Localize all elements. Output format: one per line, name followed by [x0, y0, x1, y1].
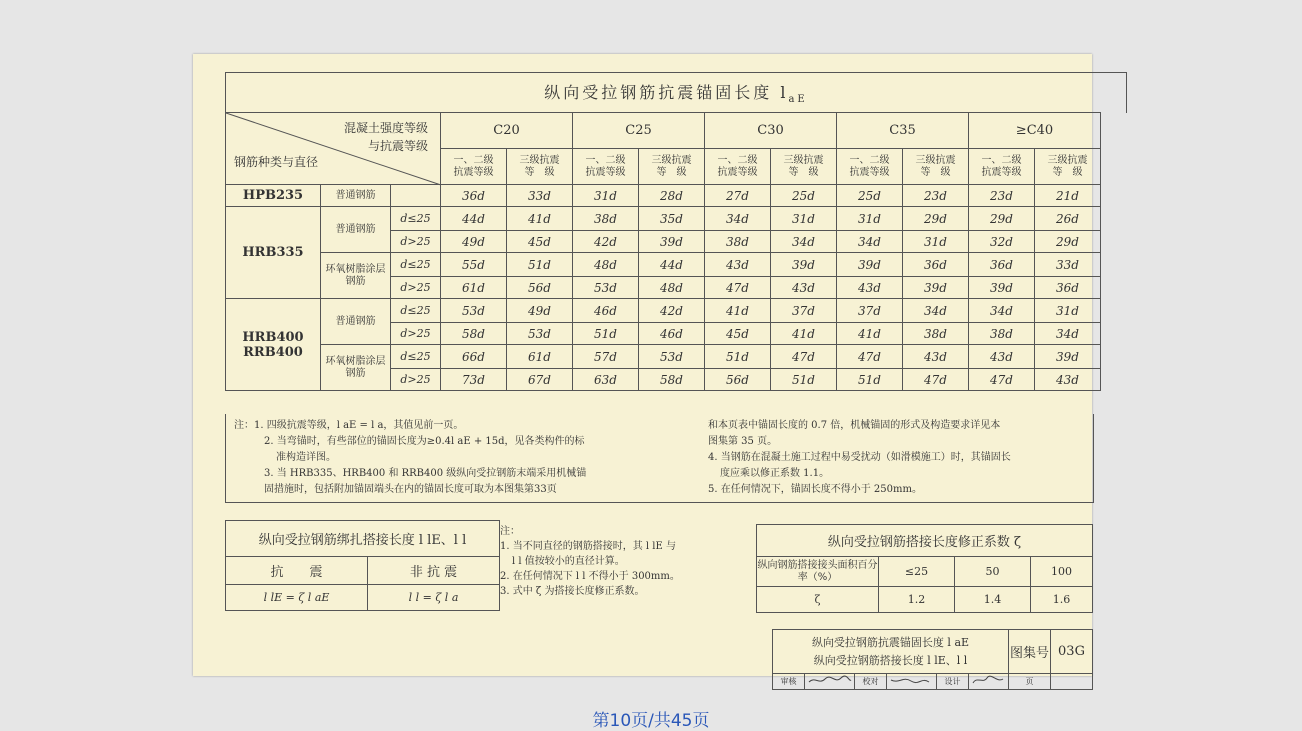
subheader-grade-3: 三级抗震 等 级 — [903, 149, 969, 185]
note-line: 和本页表中锚固长度的 0.7 倍，机械锚固的形式及构造要求详见本 — [708, 420, 1001, 431]
anchorage-value: 58d — [441, 323, 507, 345]
lap-seismic: 抗 震 — [226, 557, 368, 585]
anchorage-value: 39d — [969, 277, 1035, 299]
anchorage-value: 29d — [1035, 231, 1101, 253]
anchorage-value: 53d — [441, 299, 507, 323]
anchorage-value: 26d — [1035, 207, 1101, 231]
anchorage-value: 29d — [969, 207, 1035, 231]
anchorage-value: 36d — [441, 185, 507, 207]
anchorage-value: 29d — [903, 207, 969, 231]
anchorage-value: 31d — [903, 231, 969, 253]
notes-block — [225, 414, 1094, 503]
lap-note-line: 注： — [500, 526, 520, 537]
header-rebar-type: 钢筋种类与直径 — [234, 155, 319, 169]
anchorage-value: 53d — [573, 277, 639, 299]
titleblock-atlas-label: 图集号 — [1009, 630, 1051, 674]
anchorage-value: 39d — [1035, 345, 1101, 369]
note-line: 固措施时，包括附加锚固端头在内的锚固长度可取为本图集第33页 — [264, 484, 557, 495]
table-row — [226, 253, 1101, 277]
subheader-grade-3: 三级抗震 等 级 — [1035, 149, 1101, 185]
anchorage-value: 66d — [441, 345, 507, 369]
note-line: 度应乘以修正系数 1.1。 — [720, 468, 830, 479]
anchorage-value: 36d — [903, 253, 969, 277]
notes-left — [234, 418, 694, 498]
anchorage-value: 53d — [639, 345, 705, 369]
anchorage-value: 41d — [771, 323, 837, 345]
anchorage-value: 46d — [573, 299, 639, 323]
note-line: 3. 当 HRB335、HRB400 和 RRB400 级纵向受拉钢筋末端采用机械锚 — [264, 468, 587, 479]
anchorage-value: 41d — [837, 323, 903, 345]
anchorage-value: 47d — [903, 369, 969, 391]
anchorage-value: 57d — [573, 345, 639, 369]
anchorage-value: 39d — [639, 231, 705, 253]
anchorage-value: 34d — [1035, 323, 1101, 345]
anchorage-value: 47d — [837, 345, 903, 369]
rebar-kind: 普通钢筋 — [321, 299, 391, 345]
lap-note-line: l l 值按较小的直径计算。 — [512, 556, 625, 567]
table-title-sub: aE — [788, 94, 808, 106]
titleblock-atlas-number: 03G — [1051, 630, 1093, 674]
anchorage-value: 58d — [639, 369, 705, 391]
anchorage-value: 61d — [507, 345, 573, 369]
anchorage-value: 37d — [771, 299, 837, 323]
note-line: 准构造详图。 — [276, 452, 336, 463]
rebar-diameter: d≤25 — [391, 299, 441, 323]
anchorage-value: 43d — [771, 277, 837, 299]
subheader-grade-3: 三级抗震 等 级 — [639, 149, 705, 185]
anchorage-value: 42d — [639, 299, 705, 323]
anchorage-value: 31d — [837, 207, 903, 231]
rebar-kind: 环氧树脂涂层钢筋 — [321, 253, 391, 299]
anchorage-value: 34d — [837, 231, 903, 253]
table-row — [226, 185, 1101, 207]
coef-title: 纵向受拉钢筋搭接长度修正系数 ζ — [757, 525, 1093, 557]
anchorage-value: 36d — [1035, 277, 1101, 299]
table-row — [226, 345, 1101, 369]
rebar-diameter — [391, 185, 441, 207]
anchorage-value: 43d — [1035, 369, 1101, 391]
note-line: 4. 当钢筋在混凝土施工过程中易受扰动（如滑模施工）时，其锚固长 — [708, 452, 1011, 463]
grade-c25: C25 — [573, 113, 705, 149]
rebar-grade: HRB335 — [226, 207, 321, 299]
anchorage-value: 47d — [771, 345, 837, 369]
anchorage-value: 49d — [441, 231, 507, 253]
titleblock-page-number — [1051, 674, 1093, 690]
header-concrete-grade: 混凝土强度等级 — [343, 121, 428, 135]
anchorage-value: 23d — [969, 185, 1035, 207]
lap-formula-nonseismic: l l = ζ l a — [368, 585, 500, 611]
anchorage-value: 25d — [837, 185, 903, 207]
rebar-diameter: d>25 — [391, 231, 441, 253]
document-page — [193, 54, 1092, 686]
anchorage-value: 63d — [573, 369, 639, 391]
grade-c40: ≥C40 — [969, 113, 1101, 149]
subheader-grade-3: 三级抗震 等 级 — [507, 149, 573, 185]
rebar-grade: HPB235 — [226, 185, 321, 207]
rebar-grade: HRB400 RRB400 — [226, 299, 321, 391]
rebar-diameter: d>25 — [391, 323, 441, 345]
subheader-grade-1-2: 一、二级 抗震等级 — [969, 149, 1035, 185]
anchorage-value: 41d — [507, 207, 573, 231]
note-line: 注：1. 四级抗震等级，l aE = l a，其值见前一页。 — [234, 420, 464, 431]
anchorage-value: 41d — [705, 299, 771, 323]
rebar-diameter: d>25 — [391, 369, 441, 391]
anchorage-value: 23d — [903, 185, 969, 207]
titleblock-line1: 纵向受拉钢筋抗震锚固长度 l aE — [811, 635, 970, 649]
table-row — [226, 207, 1101, 231]
anchorage-value: 42d — [573, 231, 639, 253]
anchorage-value: 51d — [771, 369, 837, 391]
anchorage-value: 34d — [969, 299, 1035, 323]
anchorage-value: 43d — [969, 345, 1035, 369]
header-seismic-grade: 与抗震等级 — [367, 139, 428, 153]
anchorage-value: 53d — [507, 323, 573, 345]
anchorage-value: 28d — [639, 185, 705, 207]
signature-design — [969, 674, 1009, 690]
anchorage-table — [225, 112, 1101, 391]
anchorage-value: 31d — [1035, 299, 1101, 323]
header-diagonal-cell — [226, 113, 441, 185]
anchorage-value: 67d — [507, 369, 573, 391]
anchorage-value: 31d — [573, 185, 639, 207]
anchorage-value: 51d — [705, 345, 771, 369]
lap-length-table — [225, 520, 500, 611]
lap-note-line: 1. 当不同直径的钢筋搭接时，其 l lE 与 — [500, 541, 676, 552]
signature-review — [805, 674, 855, 690]
anchorage-value: 38d — [969, 323, 1035, 345]
anchorage-value: 39d — [903, 277, 969, 299]
titleblock-line2: 纵向受拉钢筋搭接长度 l lE、l l — [813, 653, 968, 667]
grade-c30: C30 — [705, 113, 837, 149]
titleblock-design: 设计 — [937, 674, 969, 690]
rebar-kind: 普通钢筋 — [321, 207, 391, 253]
title-block — [772, 629, 1093, 690]
note-line: 2. 当弯锚时，有些部位的锚固长度为≥0.4l aE + 15d，见各类构件的标 — [264, 436, 585, 447]
anchorage-value: 43d — [705, 253, 771, 277]
anchorage-value: 39d — [837, 253, 903, 277]
subheader-grade-1-2: 一、二级 抗震等级 — [441, 149, 507, 185]
anchorage-value: 48d — [573, 253, 639, 277]
anchorage-value: 46d — [639, 323, 705, 345]
anchorage-value: 49d — [507, 299, 573, 323]
anchorage-value: 73d — [441, 369, 507, 391]
anchorage-value: 45d — [507, 231, 573, 253]
titleblock-review: 审核 — [773, 674, 805, 690]
anchorage-value: 47d — [969, 369, 1035, 391]
coef-p1: ≤25 — [879, 557, 955, 587]
lap-nonseismic: 非 抗 震 — [368, 557, 500, 585]
rebar-diameter: d≤25 — [391, 207, 441, 231]
subheader-grade-3: 三级抗震 等 级 — [771, 149, 837, 185]
rebar-diameter: d>25 — [391, 277, 441, 299]
lap-note-line: 3. 式中 ζ 为搭接长度修正系数。 — [500, 586, 645, 597]
table-body — [226, 185, 1101, 391]
lap-title: 纵向受拉钢筋绑扎搭接长度 l lE、l l — [226, 521, 500, 557]
anchorage-value: 55d — [441, 253, 507, 277]
anchorage-value: 36d — [969, 253, 1035, 277]
anchorage-value: 47d — [705, 277, 771, 299]
anchorage-value: 48d — [639, 277, 705, 299]
notes-right — [708, 418, 1088, 498]
coef-symbol: ζ — [757, 587, 879, 613]
titleblock-drawing-name — [773, 630, 1009, 674]
anchorage-value: 51d — [573, 323, 639, 345]
anchorage-value: 27d — [705, 185, 771, 207]
lap-note-line: 2. 在任何情况下 l l 不得小于 300mm。 — [500, 571, 680, 582]
rebar-kind: 普通钢筋 — [321, 185, 391, 207]
anchorage-value: 61d — [441, 277, 507, 299]
coef-p2: 50 — [955, 557, 1031, 587]
titleblock-check: 校对 — [855, 674, 887, 690]
grade-c20: C20 — [441, 113, 573, 149]
coef-label: 纵向钢筋搭接接头面积百分率（%） — [757, 557, 879, 587]
anchorage-value: 43d — [837, 277, 903, 299]
anchorage-value: 51d — [837, 369, 903, 391]
anchorage-value: 33d — [1035, 253, 1101, 277]
rebar-diameter: d≤25 — [391, 345, 441, 369]
subheader-grade-1-2: 一、二级 抗震等级 — [705, 149, 771, 185]
page-indicator: 第10页/共45页 — [592, 711, 710, 731]
table-title-text: 纵向受拉钢筋抗震锚固长度 l — [544, 83, 789, 102]
table-title — [225, 72, 1127, 113]
anchorage-value: 38d — [903, 323, 969, 345]
coef-p3: 100 — [1031, 557, 1093, 587]
lap-notes — [500, 524, 750, 599]
anchorage-value: 44d — [441, 207, 507, 231]
anchorage-value: 33d — [507, 185, 573, 207]
anchorage-value: 25d — [771, 185, 837, 207]
note-line: 5. 在任何情况下，锚固长度不得小于 250mm。 — [708, 484, 922, 495]
anchorage-value: 38d — [573, 207, 639, 231]
coef-c3: 1.6 — [1031, 587, 1093, 613]
signature-check — [887, 674, 937, 690]
anchorage-value: 44d — [639, 253, 705, 277]
anchorage-value: 39d — [771, 253, 837, 277]
titleblock-page: 页 — [1009, 674, 1051, 690]
anchorage-value: 34d — [705, 207, 771, 231]
anchorage-value: 51d — [507, 253, 573, 277]
lap-formula-seismic: l lE = ζ l aE — [226, 585, 368, 611]
table-row — [226, 299, 1101, 323]
anchorage-value: 56d — [507, 277, 573, 299]
anchorage-value: 32d — [969, 231, 1035, 253]
anchorage-value: 21d — [1035, 185, 1101, 207]
subheader-grade-1-2: 一、二级 抗震等级 — [837, 149, 903, 185]
coef-c2: 1.4 — [955, 587, 1031, 613]
anchorage-value: 56d — [705, 369, 771, 391]
anchorage-value: 35d — [639, 207, 705, 231]
anchorage-value: 31d — [771, 207, 837, 231]
rebar-kind: 环氧树脂涂层钢筋 — [321, 345, 391, 391]
subheader-grade-1-2: 一、二级 抗震等级 — [573, 149, 639, 185]
anchorage-value: 34d — [903, 299, 969, 323]
coef-c1: 1.2 — [879, 587, 955, 613]
anchorage-value: 43d — [903, 345, 969, 369]
anchorage-value: 45d — [705, 323, 771, 345]
anchorage-value: 37d — [837, 299, 903, 323]
note-line: 图集第 35 页。 — [708, 436, 778, 447]
rebar-diameter: d≤25 — [391, 253, 441, 277]
coefficient-table — [756, 524, 1093, 613]
anchorage-value: 38d — [705, 231, 771, 253]
grade-c35: C35 — [837, 113, 969, 149]
anchorage-value: 34d — [771, 231, 837, 253]
